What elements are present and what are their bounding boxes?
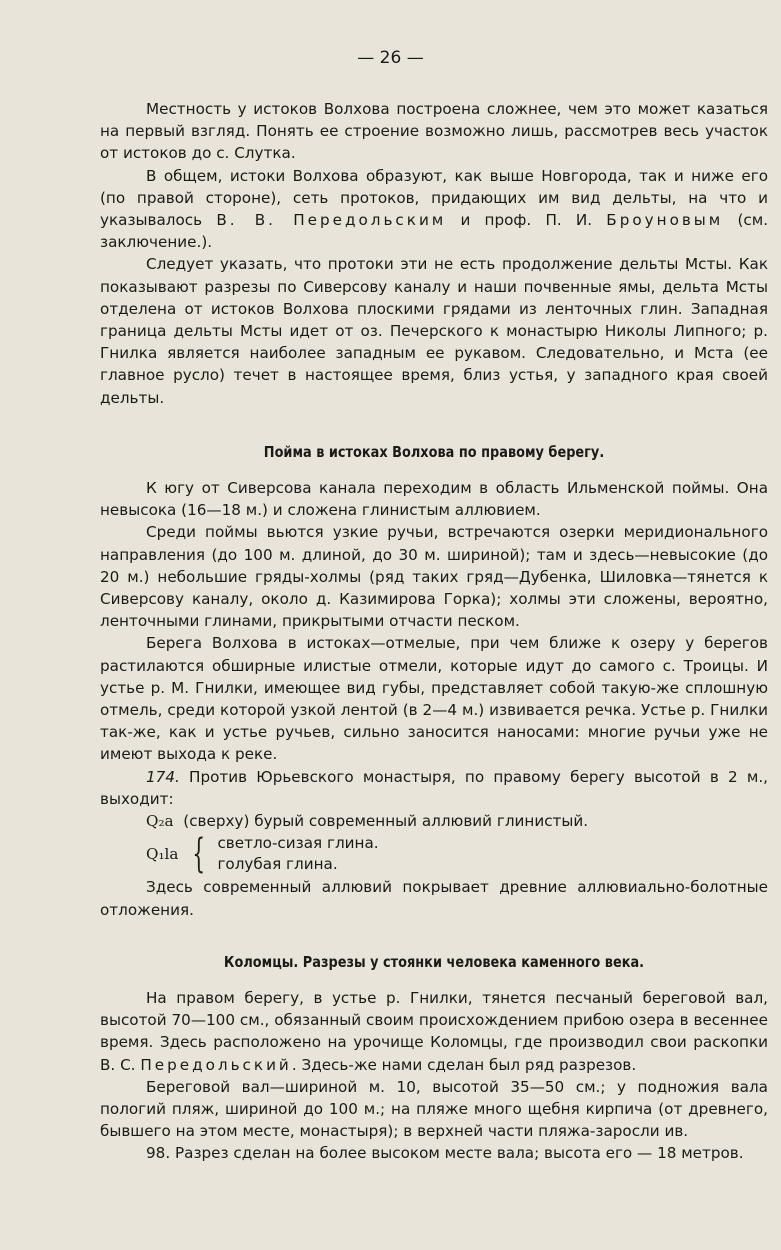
paragraph: Берега Волхова в истоках—отмелые, при чем ближе к озеру у берегов растилаются обширные илистые отмели, которые идут до самого с. Троицы. И устье р. М. Гнилки, имеющее вид губы, представляет собой такую-же сплошную отмель, среди которой узкой лентой (в 2—4 м.) извивается речка. Устье р. Гнилки так-же, как и устье ручьев, сильно заносится наносами: многие ручьи уже не имеют выхода к реке. <box>100 634 768 764</box>
layer-symbol: Q₁la <box>146 845 179 864</box>
page-body <box>100 98 768 1165</box>
paragraph: Следует указать, что протоки эти не есть продолжение дельты Мсты. Как показывают разрезы по Сиверсову каналу и наши почвенные ямы, дельта Мсты отделена от истоков Волхова плоскими грядами из ленточных глин. Западная граница дельты Мсты идет от оз. Печерского к монастырю Николы Липного; р. Гнилка является наиболее западным ее рукавом. Следовательно, и Мста (ее главное русло) течет в настоящее время, близ устья, у западного края своей дельты. <box>100 255 768 407</box>
text-run: (см. заключение.). <box>100 211 769 252</box>
text-run: В общем, истоки Волхова образуют, как выше Новгорода, так и ниже его (по правой стороне), сеть протоков, придающих им вид дельты, на что и указывалось <box>100 166 768 230</box>
text-run: Против Юрьевского монастыря, по правому берегу высотой в 2 м., выходит: <box>100 767 768 808</box>
layer-list <box>217 833 378 875</box>
paragraph: Здесь современный аллювий покрывает древние аллювиально-болотные отложения. <box>100 878 768 919</box>
paragraph: Местность у истоков Волхова построена сложнее, чем это может казаться на первый взгляд. Понять ее строение возможно лишь, рассмотрев весь участок от истоков до с. Слутка. <box>100 100 768 163</box>
paragraph: Береговой вал—шириной м. 10, высотой 35—50 см.; у подножия вала пологий пляж, шириной до 100 м.; на пляже много щебня кирпича (от древнего, бывшего на этом месте, монастыря); в верхней части пляжа-заросли ив. <box>100 1077 768 1141</box>
section-heading: Коломцы. Разрезы у стоянки человека каменного века. <box>223 952 645 971</box>
layer-description: (сверху) бурый современный аллювий глинистый. <box>183 812 589 831</box>
layer-symbol: Q₂a <box>146 812 174 831</box>
paragraph <box>100 766 768 810</box>
point-number: 174. <box>146 767 180 786</box>
paragraph: 98. Разрез сделан на более высоком месте вала; высота его — 18 метров. <box>146 1144 744 1163</box>
author-name: В. В. Передольским <box>216 211 447 230</box>
author-name: Передольский <box>140 1055 292 1074</box>
text-run: На правом берегу, в устье р. Гнилки, тянется песчаный береговой вал, высотой 70—100 см., обязанный своим происхождением прибою озера в весеннее время. Здесь расположено на урочище Коломцы, где производил свои раскопки В. С. <box>100 988 768 1074</box>
paragraph <box>100 165 768 254</box>
text-run: и проф. <box>446 211 546 230</box>
layer-description: светло-сизая глина. <box>217 834 379 853</box>
section-heading: Пойма в истоках Волхова по правому берегу. <box>263 442 605 461</box>
paragraph <box>100 987 768 1076</box>
paragraph: Среди поймы вьются узкие ручьи, встречаются озерки меридионального направления (до 100 м. длиной, до 30 м. шириной); там и здесь—невысокие (до 20 м.) небольшие гряды-холмы (ряд таких гряд—Дубенка, Шиловка—тянется к Сиверсову каналу, около д. Казимирова Горка); холмы эти сложены, вероятно, ленточными глинами, прикрытыми отчасти песком. <box>100 523 768 631</box>
brace-icon: { <box>192 831 206 878</box>
layer-row <box>100 810 768 832</box>
layer-description: голубая глина. <box>217 855 338 874</box>
author-initials: П. И. <box>545 211 607 230</box>
page-number: — 26 — <box>357 48 424 68</box>
author-name: Броуновым <box>606 211 724 230</box>
layer-group <box>100 832 768 876</box>
text-run: . Здесь-же нами сделан был ряд разрезов. <box>291 1055 637 1074</box>
paragraph: К югу от Сиверсова канала переходим в область Ильменской поймы. Она невысока (16—18 м.) и сложена глинистым аллювием. <box>100 479 768 520</box>
